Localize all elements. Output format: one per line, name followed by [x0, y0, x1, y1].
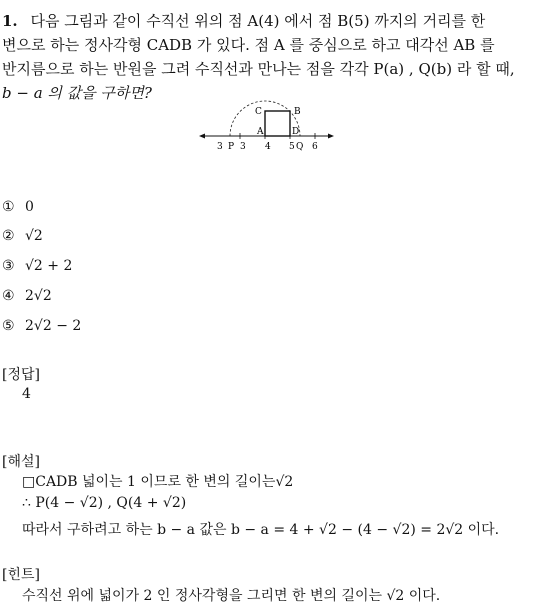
hint-label: [힌트]	[2, 567, 40, 583]
option-5[interactable]	[2, 318, 81, 334]
option-marker: ④	[2, 288, 15, 304]
explanation-line-3: 따라서 구하려고 하는 b − a 값은 b − a = 4 + √2 − (4 − √2) = 2√2 이다.	[22, 522, 500, 538]
question-line-2: 변으로 하는 정사각형 CADB 가 있다. 점 A 를 중심으로 하고 대각선 AB 를	[2, 36, 495, 54]
arrow-left-icon	[199, 134, 205, 139]
arrow-right-icon	[328, 134, 334, 139]
axis-label-6: 6	[312, 142, 318, 152]
label-b: B	[294, 107, 301, 117]
option-text: 2√2	[25, 288, 52, 304]
number-line-figure	[195, 98, 340, 156]
answer-label: [정답]	[2, 367, 40, 383]
option-marker: ③	[2, 258, 15, 274]
option-text: 0	[25, 199, 34, 215]
option-text: √2 + 2	[25, 258, 73, 274]
label-c: C	[255, 107, 262, 117]
question-number: 1.	[2, 12, 18, 30]
option-2[interactable]	[2, 228, 43, 244]
option-3[interactable]	[2, 258, 72, 274]
axis-label-q: Q	[296, 142, 304, 152]
answer-value: 4	[22, 386, 31, 402]
question-text-1: 다음 그림과 같이 수직선 위의 점 A(4) 에서 점 B(5) 까지의 거리를 한	[30, 12, 486, 30]
option-text: 2√2 − 2	[25, 318, 82, 334]
option-marker: ⑤	[2, 318, 15, 334]
option-4[interactable]	[2, 288, 52, 304]
label-d: D	[292, 127, 300, 137]
question-line-4: b − a 의 값을 구하면?	[2, 84, 152, 102]
hint-line-1: 수직선 위에 넓이가 2 인 정사각형을 그리면 한 변의 길이는 √2 이다.	[22, 588, 441, 604]
axis-label-4: 4	[265, 142, 271, 152]
axis-label-3a: 3	[217, 142, 223, 152]
label-a: A	[257, 127, 264, 137]
explanation-label: [해설]	[2, 454, 40, 470]
option-marker: ②	[2, 228, 15, 244]
question-line-3: 반지름으로 하는 반원을 그려 수직선과 만나는 점을 각각 P(a) , Q(b) 라 할 때,	[2, 60, 515, 78]
explanation-line-2: ∴ P(4 − √2) , Q(4 + √2)	[22, 495, 187, 511]
option-text: √2	[25, 228, 43, 244]
axis-label-5: 5	[289, 142, 295, 152]
square-cadb	[265, 111, 290, 136]
option-1[interactable]	[2, 199, 34, 215]
option-marker: ①	[2, 199, 15, 215]
explanation-line-1: □CADB 넓이는 1 이므로 한 변의 길이는√2	[22, 474, 294, 490]
axis-label-p: P	[228, 142, 235, 152]
axis-label-3b: 3	[240, 142, 246, 152]
question-line-1	[2, 10, 485, 31]
